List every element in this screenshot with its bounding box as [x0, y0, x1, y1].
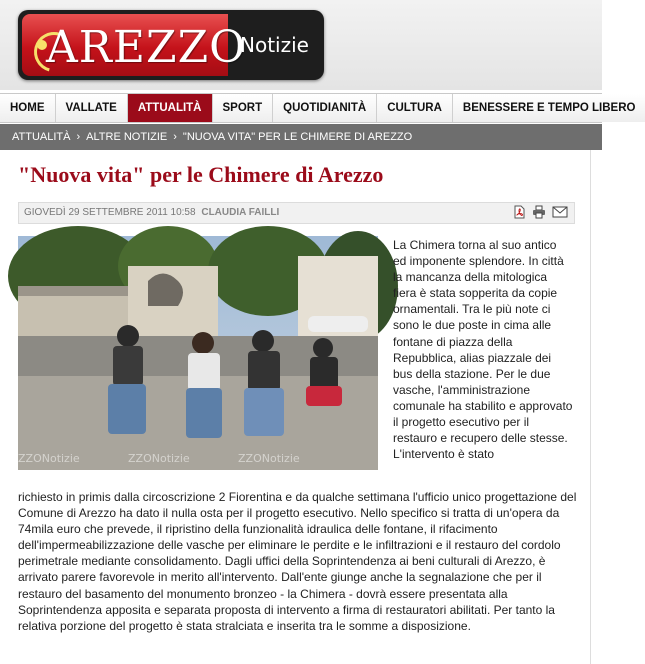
logo-subtitle: Notizie: [240, 33, 309, 57]
nav-item-cultura[interactable]: CULTURA: [377, 94, 453, 122]
nav-item-benessere[interactable]: BENESSERE E TEMPO LIBERO: [453, 94, 645, 122]
breadcrumb-item-altre-notizie[interactable]: ALTRE NOTIZIE: [86, 131, 168, 143]
nav-item-quotidianita[interactable]: QUOTIDIANITÀ: [273, 94, 377, 122]
article-title: "Nuova vita" per le Chimere di Arezzo: [18, 162, 384, 187]
photo-watermark: ZZONotizie: [238, 452, 300, 465]
nav-item-vallate[interactable]: VALLATE: [56, 94, 128, 122]
page-edge-divider: [590, 150, 591, 664]
logo-red-panel: [22, 14, 247, 76]
email-icon[interactable]: [552, 205, 566, 219]
photo-watermark: ZZONotizie: [18, 452, 80, 465]
breadcrumb-separator: ›: [173, 131, 177, 143]
article-body-side: La Chimera torna al suo antico ed imponente splendore. In città la mancanza della mitologica fiera è stata sopperita da copie ornamentali. Tra le più note ci sono le due poste in cima alle fontane di piazza della Repubblica, alias piazzale dei bus della stazione. Per le due vasche, l'amministrazione comunale ha stabilito e approvato il progetto esecutivo per il restauro e recupero delle stesse. L'intervento è stato: [393, 238, 573, 462]
article-date: GIOVEDÌ 29 SETTEMBRE 2011 10:58: [24, 207, 196, 218]
breadcrumb-separator: ›: [76, 131, 81, 143]
nav-item-sport[interactable]: SPORT: [213, 94, 274, 122]
logo-text: AREZZO: [46, 22, 247, 73]
main-nav: [0, 93, 636, 123]
site-logo[interactable]: [18, 10, 324, 80]
nav-item-home[interactable]: HOME: [0, 94, 56, 122]
photo-watermark: ZZONotizie: [128, 452, 190, 465]
article-meta-bar: [18, 202, 575, 224]
breadcrumb-item-attualita[interactable]: ATTUALITÀ: [12, 131, 71, 143]
breadcrumb-item-current: "NUOVA VITA" PER LE CHIMERE DI AREZZO: [182, 131, 413, 143]
breadcrumb: [0, 124, 602, 150]
print-icon[interactable]: [532, 205, 546, 219]
article-body-full: richiesto in primis dalla circoscrizione 2 Fiorentina e da qualche settimana l'ufficio unico progettazione del Comune di Arezzo ha dato il nulla osta per il progetto esecutivo. Nello specifico si tratta di un'opera da 74mila euro che prevede, il ripristino della funzionalità idraulica delle fontane, il rifacimento dell'impermeabilizzazione delle vasche per eliminare le perdite e le infiltrazioni e il restauro del cordolo perimetrale mediante consolidamento. Dagli uffici della Soprintendenza ai beni culturali di Arezzo, è arrivato parere favorevole in merito all'intervento. Dall'ente giunge anche la segnalazione che per il restauro del basamento del monumento bronzeo - la Chimera - dovrà essere presentata alla Soprintendenza apposita e separata proposta di intervento a firma di restauratori abilitati. Per tanto la relativa porzione del progetto è stata stralciata e inserita tra le somme a disposizione.: [18, 490, 577, 633]
pdf-icon[interactable]: [512, 205, 526, 219]
article-tools: [512, 205, 566, 219]
site-header: [0, 0, 602, 90]
article-photo[interactable]: [18, 236, 378, 470]
nav-item-attualita[interactable]: ATTUALITÀ: [128, 94, 213, 122]
article-author: CLAUDIA FAILLI: [201, 207, 280, 218]
